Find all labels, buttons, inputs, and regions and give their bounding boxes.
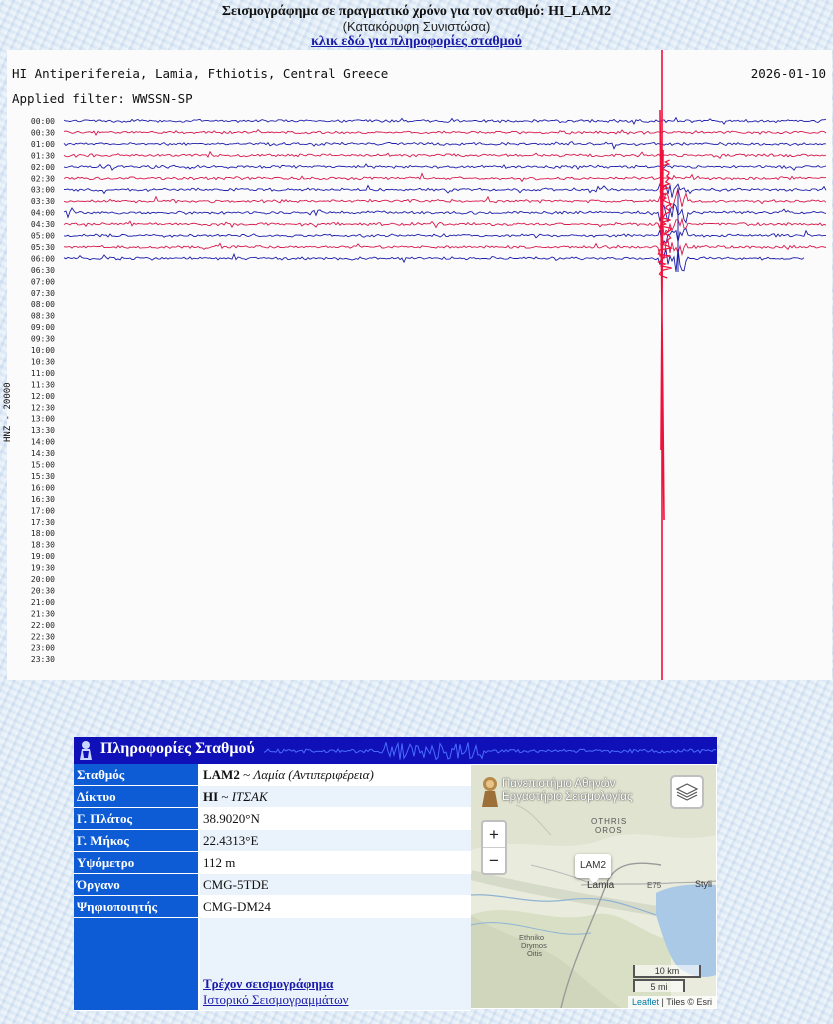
time-tick-label: 00:30 [30, 128, 55, 138]
time-tick-label: 15:00 [30, 460, 55, 470]
time-tick-label: 16:30 [30, 494, 55, 504]
info-row-label: Γ. Μήκος [74, 830, 199, 852]
seismic-trace [64, 174, 826, 182]
info-value-separator: ~ [218, 788, 232, 804]
info-row [74, 764, 471, 786]
scale-mi: 5 mi [633, 979, 685, 992]
map-label-ethniko: Ethniko [519, 933, 545, 942]
time-tick-label: 00:00 [30, 117, 55, 126]
university-emblem-icon [479, 775, 501, 809]
page-subtitle: (Κατακόρυφη Συνιστώσα) [342, 19, 491, 34]
map-scale [633, 965, 701, 992]
seismic-trace [64, 189, 826, 209]
info-row [74, 786, 471, 808]
info-row-value: 112 m [199, 852, 471, 874]
map-label-e75: E75 [647, 881, 662, 890]
info-row [74, 830, 471, 852]
time-tick-label: 12:30 [30, 403, 55, 413]
info-row-label: Γ. Πλάτος [74, 808, 199, 830]
university-watermark [502, 778, 633, 804]
map-label-othris: OTHRIS [591, 817, 628, 826]
station-map[interactable] [471, 765, 716, 1008]
time-tick-label: 02:00 [30, 162, 55, 172]
time-tick-label: 10:00 [30, 346, 55, 355]
info-row-value: 22.4313°E [199, 830, 471, 852]
layers-icon [672, 777, 702, 807]
seismic-trace [64, 130, 826, 135]
seismic-trace [64, 142, 826, 149]
time-tick-label: 07:30 [30, 288, 55, 298]
time-tick-label: 06:30 [30, 265, 55, 275]
time-tick-label: 11:00 [30, 368, 55, 378]
links-row-value [199, 918, 471, 1011]
time-tick-label: 07:00 [30, 277, 55, 287]
university-line1: Πανεπιστήμιο Αθηνών [502, 778, 616, 790]
current-seismogram-link[interactable]: Τρέχον σεισμογράφημα [203, 976, 334, 991]
info-row-value: 38.9020°N [199, 808, 471, 830]
info-row-value: CMG-DM24 [199, 896, 471, 918]
time-tick-label: 08:00 [30, 300, 55, 310]
info-row-label: Όργανο [74, 874, 199, 896]
university-logo-icon [77, 739, 95, 761]
zoom-control [481, 820, 507, 875]
time-tick-label: 20:00 [30, 575, 55, 584]
time-tick-label: 13:30 [30, 426, 55, 436]
info-row [74, 852, 471, 874]
time-tick-label: 17:00 [30, 506, 55, 516]
map-label-oitis: Oitis [527, 949, 542, 958]
time-tick-label: 23:00 [30, 643, 55, 653]
seismic-trace [64, 164, 826, 170]
time-tick-label: 19:00 [30, 552, 55, 562]
leaflet-link[interactable]: Leaflet [631, 997, 660, 1007]
info-row-label: Υψόμετρο [74, 852, 199, 874]
time-tick-label: 08:30 [30, 311, 55, 321]
seismic-trace [64, 118, 826, 124]
time-tick-label: 13:00 [30, 414, 55, 424]
time-tick-label: 05:00 [30, 231, 55, 241]
time-tick-label: 09:30 [30, 334, 55, 344]
station-info-table [74, 764, 471, 1011]
time-tick-label: 12:00 [30, 391, 55, 401]
time-tick-label: 11:30 [30, 380, 55, 390]
time-tick-label: 23:30 [30, 655, 55, 665]
seismic-trace [64, 152, 826, 159]
station-location: HI Antiperifereia, Lamia, Fthiotis, Central Greece [12, 66, 389, 81]
time-tick-label: 04:30 [30, 220, 55, 230]
seismic-trace [64, 216, 826, 235]
time-tick-label: 02:30 [30, 174, 55, 184]
time-tick-label: 18:30 [30, 540, 55, 550]
time-tick-label: 15:30 [30, 471, 55, 481]
seismogram-plot [7, 50, 832, 680]
time-tick-label: 01:30 [30, 151, 55, 161]
layers-button[interactable] [670, 775, 704, 809]
tiles-attribution: | Tiles © Esri [659, 997, 712, 1007]
station-marker-label[interactable]: LAM2 [575, 854, 611, 878]
panel-header [74, 737, 717, 764]
time-tick-label: 16:00 [30, 483, 55, 493]
info-row-value: CMG-5TDE [199, 874, 471, 896]
info-row-label: Δίκτυο [74, 786, 199, 808]
links-row [74, 918, 471, 1011]
seismic-trace [64, 184, 826, 198]
station-info-panel [74, 737, 717, 1009]
links-row-label [74, 918, 199, 1011]
seismic-trace [64, 249, 804, 272]
time-tick-label: 22:00 [30, 620, 55, 630]
map-attribution [628, 996, 716, 1008]
time-tick-label: 19:30 [30, 563, 55, 573]
time-tick-label: 17:30 [30, 517, 55, 527]
time-tick-label: 10:30 [30, 357, 55, 367]
info-value-name: ΙΤΣΑΚ [231, 788, 268, 804]
scale-km: 10 km [633, 965, 701, 978]
time-tick-label: 22:30 [30, 632, 55, 642]
info-row-value [199, 764, 471, 786]
time-tick-label: 09:00 [30, 323, 55, 333]
time-tick-label: 21:30 [30, 609, 55, 619]
map-label-drymos: Drymos [521, 941, 547, 950]
time-tick-label: 14:00 [30, 437, 55, 447]
time-tick-label: 06:00 [30, 254, 55, 264]
university-line2: Εργαστήριο Σεισμολογίας [502, 791, 633, 803]
info-row [74, 874, 471, 896]
info-row-label: Σταθμός [74, 764, 199, 786]
time-tick-label: 04:00 [30, 208, 55, 218]
time-tick-label: 14:30 [30, 449, 55, 459]
info-row [74, 808, 471, 830]
time-tick-label: 01:00 [30, 139, 55, 149]
info-value-code: LAM2 [203, 766, 240, 782]
seismogram-history-link[interactable]: Ιστορικό Σεισμογραμμάτων [203, 992, 349, 1007]
info-row [74, 896, 471, 918]
zoom-out-button[interactable]: − [489, 851, 499, 870]
applied-filter: Applied filter: WWSSN-SP [12, 91, 193, 106]
map-label-lamia: Lamia [587, 880, 615, 891]
seismogram-image [3, 50, 832, 680]
map-label-oros: OROS [595, 826, 623, 835]
zoom-in-button[interactable]: + [483, 822, 505, 848]
map-label-styli: Styli [695, 879, 713, 889]
time-tick-label: 03:00 [30, 185, 55, 195]
info-row-value [199, 786, 471, 808]
info-value-code: HI [203, 788, 219, 804]
time-tick-label: 21:00 [30, 597, 55, 607]
page-title: Σεισμογράφημα σε πραγματικό χρόνο για τον σταθμό: HI_LAM2 [221, 4, 612, 19]
seismic-trace [64, 204, 826, 223]
seismic-trace [64, 229, 826, 246]
time-tick-label: 03:30 [30, 197, 55, 207]
seismogram-date: 2026-01-10 [750, 66, 826, 81]
info-row-label: Ψηφιοποιητής [74, 896, 199, 918]
info-value-name: Λαμία (Αντιπεριφέρεια) [253, 766, 374, 782]
station-info-link[interactable]: κλικ εδώ για πληροφορίες σταθμού [311, 34, 522, 49]
seismic-wave-icon [264, 737, 717, 764]
time-tick-label: 05:30 [30, 242, 55, 252]
time-tick-label: 20:30 [30, 586, 55, 596]
panel-title: Πληροφορίες Σταθμού [100, 740, 255, 757]
info-value-separator: ~ [239, 766, 254, 782]
time-tick-label: 18:00 [30, 529, 55, 539]
channel-label: HNZ - 20000 [3, 382, 13, 442]
seismic-trace [64, 240, 826, 259]
